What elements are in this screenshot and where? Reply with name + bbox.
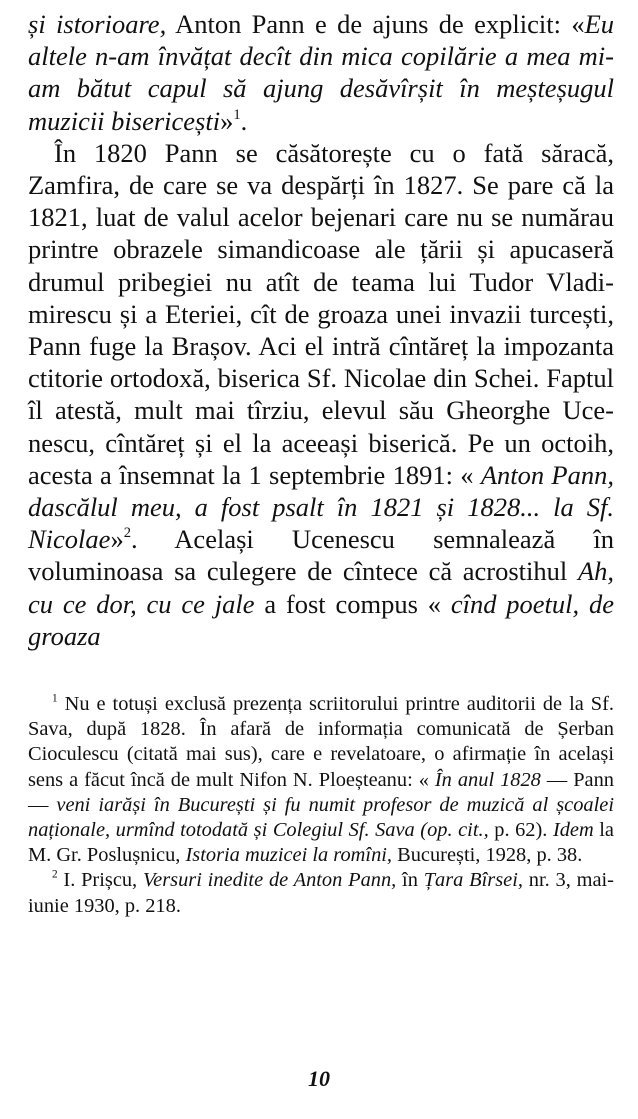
footnotes — [28, 692, 614, 919]
text-run: În 1820 Pann se căsătorește cu o fată săracă, Zamfira, de care se va despărți în 1827. Se pare că la 1821, luat de valul acelor bejenari care nu se numărau printre obrazele simandicoase ale țării și apucaseră drumul pribegiei nu atît de teama lui Tudor Vladimirescu și a Eteriei, cît de groaza unei invazii turcești, Pann fuge la Brașov. Aci el intră cîntăreț la impozanta ctitorie ortodoxă, biserica Sf. Nicolae din Schei. Faptul îl atestă, mult mai tîrziu, elevul său Gheorghe Ucenescu, cîntăreț și el la aceeași biserică. Pe un octoih, acesta a însemnat la 1 septembrie 1891: « — [28, 137, 614, 490]
text-run: » — [220, 105, 234, 136]
text-run: . — [240, 105, 248, 136]
italic-run: Versuri inedite de Anton Pann, — [142, 869, 397, 892]
italic-run: Idem — [552, 819, 594, 842]
italic-run: Istoria muzicei la romîni, — [185, 844, 393, 867]
note-marker: 2 — [123, 525, 131, 542]
footnote-1 — [28, 692, 614, 868]
text-run: nr. 3, mai-iunie 1930, p. 218. — [28, 869, 614, 917]
text-run: în — [396, 869, 424, 892]
text-run: « — [571, 9, 585, 39]
book-page — [28, 8, 614, 919]
italic-run: Eu altele n-am învățat decît din mica copilărie a mea mi-am bătut capul să ajung desăvîrșit în meșteșugul muzicii bisericești — [28, 9, 614, 136]
footnote-2 — [28, 868, 614, 918]
main-text — [28, 8, 614, 652]
italic-run: Ah, cu ce dor, cu ce jale — [28, 556, 614, 619]
italic-run: În anul 1828 — [434, 768, 541, 791]
text-run: . Același Ucenescu semnalează în voluminoasa sa culegere de cîntece că acrostihul — [28, 524, 614, 587]
page-number: 10 — [308, 1066, 330, 1091]
text-run: Nu e totuși exclusă prezența scriitorului printre auditorii de la Sf. Sava, după 1828. În afară de informația comunicată de Șerban Cioculescu (citată mai sus), care e revelatoare, o afirmație în același sens a făcut încă de mult Nifon N. Ploeșteanu: « — [28, 693, 614, 791]
paragraph-quote-explicit — [28, 8, 614, 137]
text-run: la M. Gr. Poslușnicu, — [28, 819, 614, 867]
text-run: București, 1928, p. 38. — [392, 844, 583, 867]
text-run: I. Prișcu, — [57, 869, 143, 892]
italic-run: și istorioare, — [28, 9, 167, 39]
italic-run: Anton Pann, dascălul meu, a fost psalt în 1821 și 1828... la Sf. Nicolae — [28, 459, 614, 555]
text-run: p. 62). — [488, 819, 553, 842]
note-marker: 1 — [233, 106, 241, 123]
text-run: » — [110, 524, 124, 555]
text-run: — Pann — — [28, 768, 615, 816]
italic-run: veni iarăși în București și fu numit profesor de muzică al școalei naționale, urmînd totodată și Colegiul Sf. Sava (op. cit., — [28, 793, 614, 842]
text-run: Anton Pann e de ajuns de explicit: — [166, 9, 572, 39]
text-run: a fost compus « — [254, 588, 451, 619]
note-marker: 2 — [52, 869, 58, 882]
italic-run: Țara Bîrsei, — [423, 869, 523, 892]
italic-run: cînd poetul, de groaza — [28, 588, 615, 651]
note-marker: 1 — [52, 692, 58, 705]
paragraph-biography — [28, 137, 614, 652]
